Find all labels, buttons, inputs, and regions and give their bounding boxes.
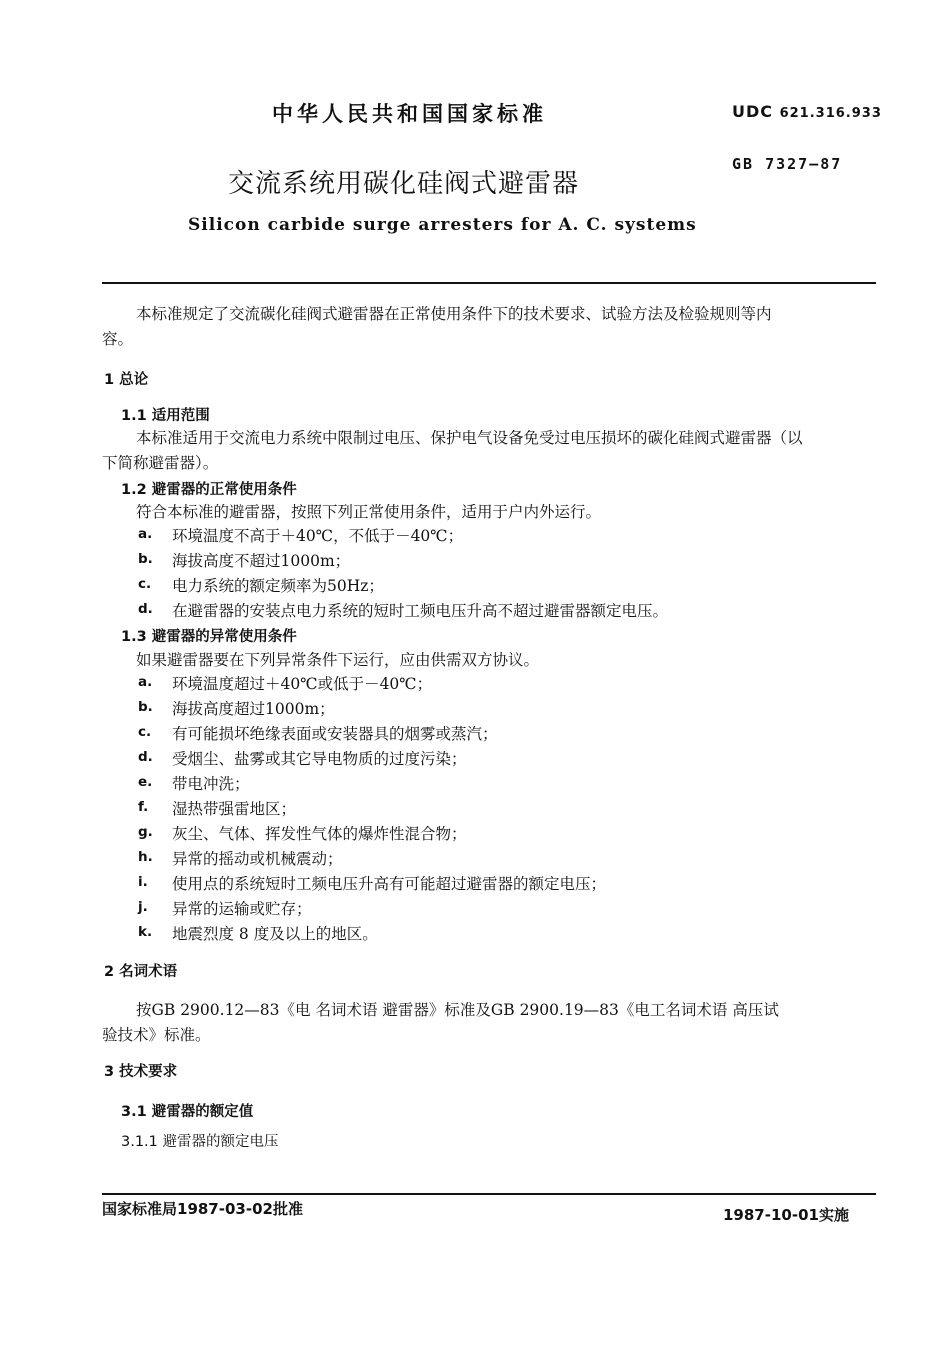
list-item: 地震烈度 8 度及以上的地区。 bbox=[172, 925, 378, 943]
list-item-marker: a. bbox=[138, 674, 153, 690]
section-1-heading: 1 总论 bbox=[104, 372, 149, 388]
list-item-marker: b. bbox=[138, 551, 153, 567]
section-2-line-1: 按GB 2900.12—83《电 名词术语 避雷器》标准及GB 2900.19—83《电工名词术语 高压试 bbox=[136, 1001, 779, 1019]
section-1-3-heading: 1.3 避雷器的异常使用条件 bbox=[121, 629, 297, 645]
list-item: 湿热带强雷地区； bbox=[172, 800, 297, 818]
footer-divider bbox=[102, 1193, 876, 1195]
gb-number: GB 7327—87 bbox=[732, 155, 843, 173]
list-item: 异常的运输或贮存； bbox=[172, 900, 312, 918]
section-1-1-line-1: 本标准适用于交流电力系统中限制过电压、保护电气设备免受过电压损坏的碳化硅阀式避雷器（以 bbox=[136, 429, 803, 447]
section-2-line-2: 验技术》标准。 bbox=[102, 1026, 211, 1044]
header-divider bbox=[102, 282, 876, 284]
list-item-marker: i. bbox=[138, 874, 148, 890]
section-2-heading: 2 名词术语 bbox=[104, 964, 178, 980]
section-1-3-lead: 如果避雷器要在下列异常条件下运行，应由供需双方协议。 bbox=[136, 651, 540, 669]
udc-number: 621.316.933 bbox=[779, 106, 882, 121]
document-title: 交流系统用碳化硅阀式避雷器 bbox=[228, 169, 580, 199]
list-item: 有可能损坏绝缘表面或安装器具的烟雾或蒸汽； bbox=[172, 725, 498, 743]
effective-date: 1987-10-01实施 bbox=[723, 1206, 849, 1224]
section-3-1-1-heading: 3.1.1 避雷器的额定电压 bbox=[121, 1134, 279, 1150]
udc-code bbox=[732, 102, 882, 121]
list-item: 海拔高度超过1000m； bbox=[172, 700, 335, 718]
list-item-marker: f. bbox=[138, 799, 149, 815]
intro-line-2: 容。 bbox=[102, 330, 134, 348]
list-item-marker: e. bbox=[138, 774, 153, 790]
list-item-marker: b. bbox=[138, 699, 153, 715]
list-item: 在避雷器的安装点电力系统的短时工频电压升高不超过避雷器额定电压。 bbox=[172, 602, 669, 620]
intro-line-1: 本标准规定了交流碳化硅阀式避雷器在正常使用条件下的技术要求、试验方法及检验规则等内 bbox=[136, 305, 772, 323]
list-item: 环境温度超过＋40℃或低于－40℃； bbox=[172, 675, 433, 693]
list-item-marker: h. bbox=[138, 849, 153, 865]
section-1-2-heading: 1.2 避雷器的正常使用条件 bbox=[121, 482, 297, 498]
list-item-marker: j. bbox=[138, 899, 148, 915]
list-item: 海拔高度不超过1000m； bbox=[172, 552, 351, 570]
list-item-marker: a. bbox=[138, 526, 153, 542]
list-item-marker: d. bbox=[138, 749, 153, 765]
document-title-english: Silicon carbide surge arresters for A. C. systems bbox=[188, 215, 697, 235]
list-item: 受烟尘、盐雾或其它导电物质的过度污染； bbox=[172, 750, 467, 768]
org-title: 中华人民共和国国家标准 bbox=[272, 102, 547, 126]
list-item: 灰尘、气体、挥发性气体的爆炸性混合物； bbox=[172, 825, 467, 843]
approval-date: 国家标准局1987-03-02批准 bbox=[102, 1200, 303, 1218]
list-item-marker: k. bbox=[138, 924, 153, 940]
list-item: 环境温度不高于＋40℃，不低于－40℃； bbox=[172, 527, 464, 545]
list-item-marker: c. bbox=[138, 576, 152, 592]
section-3-1-heading: 3.1 避雷器的额定值 bbox=[121, 1104, 254, 1120]
section-1-2-lead: 符合本标准的避雷器，按照下列正常使用条件，适用于户内外运行。 bbox=[136, 503, 602, 521]
list-item-marker: d. bbox=[138, 601, 153, 617]
section-1-1-line-2: 下简称避雷器）。 bbox=[102, 454, 219, 472]
list-item: 使用点的系统短时工频电压升高有可能超过避雷器的额定电压； bbox=[172, 875, 607, 893]
list-item: 电力系统的额定频率为50Hz； bbox=[172, 577, 384, 595]
list-item: 异常的摇动或机械震动； bbox=[172, 850, 343, 868]
list-item-marker: c. bbox=[138, 724, 152, 740]
section-3-heading: 3 技术要求 bbox=[104, 1064, 178, 1080]
udc-label: UDC bbox=[732, 102, 774, 121]
list-item: 带电冲洗； bbox=[172, 775, 250, 793]
section-1-1-heading: 1.1 适用范围 bbox=[121, 408, 210, 424]
list-item-marker: g. bbox=[138, 824, 153, 840]
